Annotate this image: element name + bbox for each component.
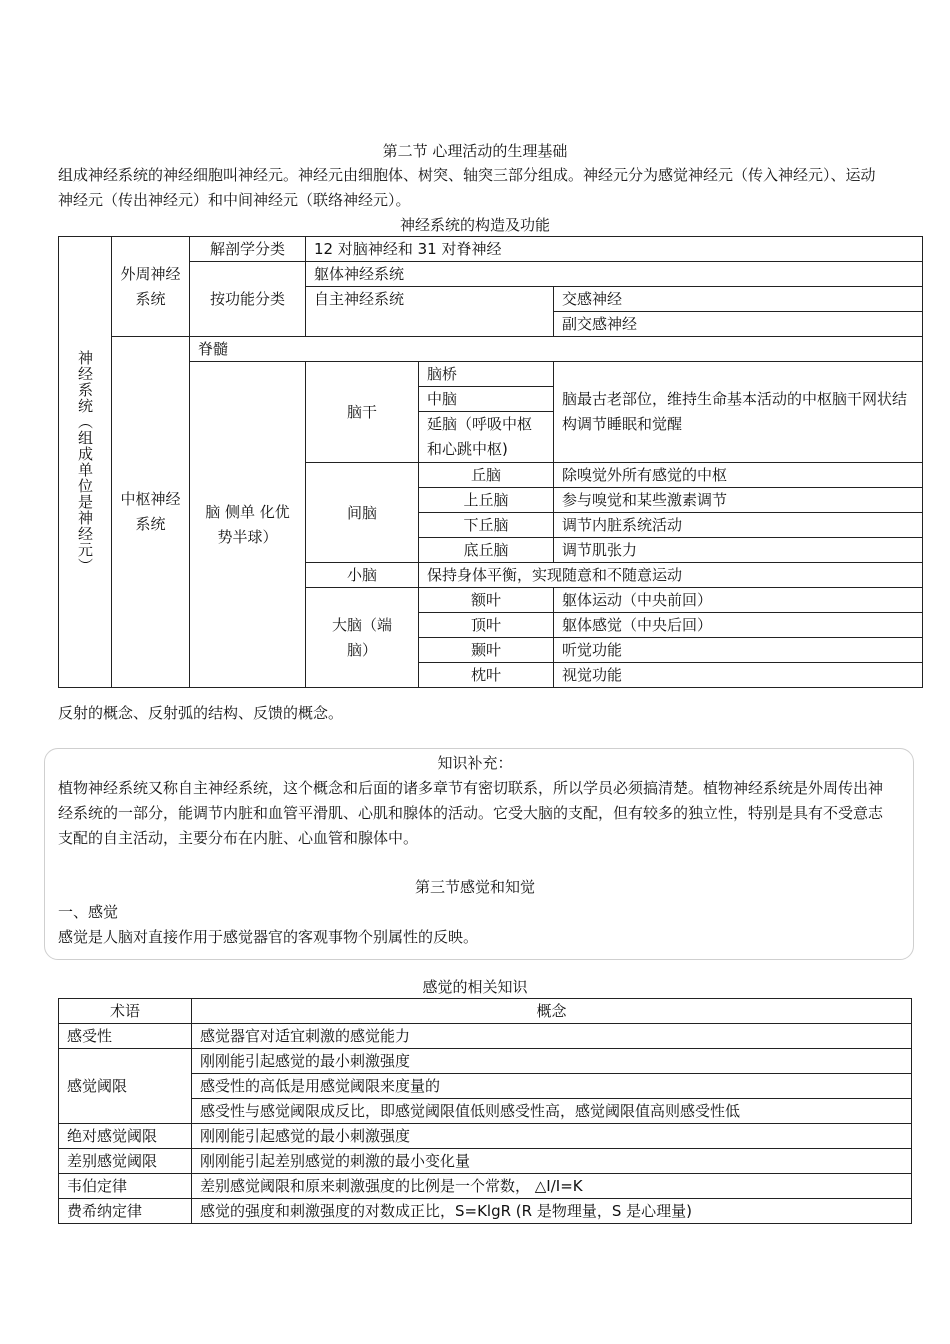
thalamus-cell: 丘脑 <box>419 463 554 488</box>
anatomy-value: 12 对脑神经和 31 对脊神经 <box>306 237 923 262</box>
epithalamus-cell: 上丘脑 <box>419 488 554 513</box>
root-cell <box>59 237 112 688</box>
nervous-table-title: 神经系统的构造及功能 <box>399 216 550 234</box>
concept-cell: 刚刚能引起感觉的最小刺激强度 <box>192 1124 912 1149</box>
thalamus-desc: 除嗅觉外所有感觉的中枢 <box>554 463 923 488</box>
table-row <box>59 1174 912 1199</box>
subthalamus-cell: 底丘脑 <box>419 538 554 563</box>
table-row <box>59 1049 912 1074</box>
nervous-system-label: 神经系统（组成单位是神经元） <box>76 350 94 574</box>
occipital-desc: 视觉功能 <box>554 663 923 688</box>
term-cell: 韦伯定律 <box>59 1174 192 1199</box>
occipital-cell: 枕叶 <box>419 663 554 688</box>
parasympathetic-cell: 副交感神经 <box>554 312 923 337</box>
frontal-desc: 躯体运动（中央前回） <box>554 588 923 613</box>
somatic-cell: 躯体神经系统 <box>306 262 923 287</box>
concept-cell: 感觉器官对适宜刺激的感觉能力 <box>192 1024 912 1049</box>
peripheral-label: 外周神经系统 <box>112 237 190 337</box>
term-cell: 感受性 <box>59 1024 192 1049</box>
temporal-cell: 颞叶 <box>419 638 554 663</box>
brainstem-desc: 脑最古老部位，维持生命基本活动的中枢脑干网状结构调节睡眠和觉醒 <box>554 362 923 463</box>
subthalamus-desc: 调节肌张力 <box>554 538 923 563</box>
term-cell: 绝对感觉阈限 <box>59 1124 192 1149</box>
anatomy-label: 解剖学分类 <box>190 237 306 262</box>
medulla-cell: 延脑（呼吸中枢和心跳中枢) <box>419 412 554 463</box>
autonomic-cell: 自主神经系统 <box>306 287 554 337</box>
parietal-desc: 躯体感觉（中央后回） <box>554 613 923 638</box>
table-row <box>59 1149 912 1174</box>
term-cell: 费希纳定律 <box>59 1199 192 1224</box>
cerebrum-cell: 大脑（端脑） <box>306 588 419 688</box>
col-term-header: 术语 <box>59 999 192 1024</box>
parietal-cell: 顶叶 <box>419 613 554 638</box>
pons-cell: 脑桥 <box>419 362 554 387</box>
hypothalamus-cell: 下丘脑 <box>419 513 554 538</box>
table-row <box>59 1124 912 1149</box>
brainstem-cell: 脑干 <box>306 362 419 463</box>
concept-cell: 刚刚能引起感觉的最小刺激强度 <box>192 1049 912 1074</box>
epithalamus-desc: 参与嗅觉和某些激素调节 <box>554 488 923 513</box>
col-concept-header: 概念 <box>192 999 912 1024</box>
concept-cell: 感受性的高低是用感觉阈限来度量的 <box>192 1074 912 1099</box>
frontal-cell: 额叶 <box>419 588 554 613</box>
reflex-line: 反射的概念、反射弧的结构、反馈的概念。 <box>58 704 344 722</box>
sensation-table <box>58 998 912 1224</box>
concept-cell: 刚刚能引起差别感觉的刺激的最小变化量 <box>192 1149 912 1174</box>
brain-cell: 脑 侧单 化优势半球） <box>190 362 306 688</box>
term-cell: 感觉阈限 <box>59 1049 192 1124</box>
midbrain-cell: 中脑 <box>419 387 554 412</box>
supplement-text: 植物神经系统又称自主神经系统，这个概念和后面的诸多章节有密切联系，所以学员必须搞清楚。植物神经系统是外周传出神经系统的一部分，能调节内脏和血管平滑肌、心肌和腺体的活动。它受大脑的支配，但有较多的独立性，特别是具有不受意志支配的自主活动，主要分布在内脏、心血管和腺体中。 <box>58 779 884 847</box>
function-label: 按功能分类 <box>190 262 306 337</box>
sympathetic-cell: 交感神经 <box>554 287 923 312</box>
temporal-desc: 听觉功能 <box>554 638 923 663</box>
section2-title: 第二节 心理活动的生理基础 <box>382 142 568 160</box>
term-cell: 差别感觉阈限 <box>59 1149 192 1174</box>
table-row <box>59 1199 912 1224</box>
sensation-table-title: 感觉的相关知识 <box>422 978 528 996</box>
supplement-heading: 知识补充： <box>437 754 513 772</box>
concept-cell: 感受性与感觉阈限成反比，即感觉阈限值低则感受性高，感觉阈限值高则感受性低 <box>192 1099 912 1124</box>
section3-title: 第三节感觉和知觉 <box>414 878 535 896</box>
concept-cell: 感觉的强度和刺激强度的对数成正比，S=KlgR (R 是物理量，S 是心理量) <box>192 1199 912 1224</box>
cerebellum-cell: 小脑 <box>306 563 419 588</box>
hypothalamus-desc: 调节内脏系统活动 <box>554 513 923 538</box>
concept-cell: 差别感觉阈限和原来刺激强度的比例是一个常数， △I/I=K <box>192 1174 912 1199</box>
sensation-subheading: 一、感觉 <box>58 903 119 921</box>
nervous-system-table <box>58 236 923 688</box>
cerebellum-desc: 保持身体平衡，实现随意和不随意运动 <box>419 563 923 588</box>
table-row <box>59 1024 912 1049</box>
sensation-definition: 感觉是人脑对直接作用于感觉器官的客观事物个别属性的反映。 <box>58 928 479 946</box>
central-label: 中枢神经系统 <box>112 337 190 688</box>
spinal-cell: 脊髓 <box>190 337 923 362</box>
diencephalon-cell: 间脑 <box>306 463 419 563</box>
section2-intro: 组成神经系统的神经细胞叫神经元。神经元由细胞体、树突、轴突三部分组成。神经元分为感觉神经元（传入神经元）、运动神经元（传出神经元）和中间神经元（联络神经元）。 <box>58 166 876 209</box>
